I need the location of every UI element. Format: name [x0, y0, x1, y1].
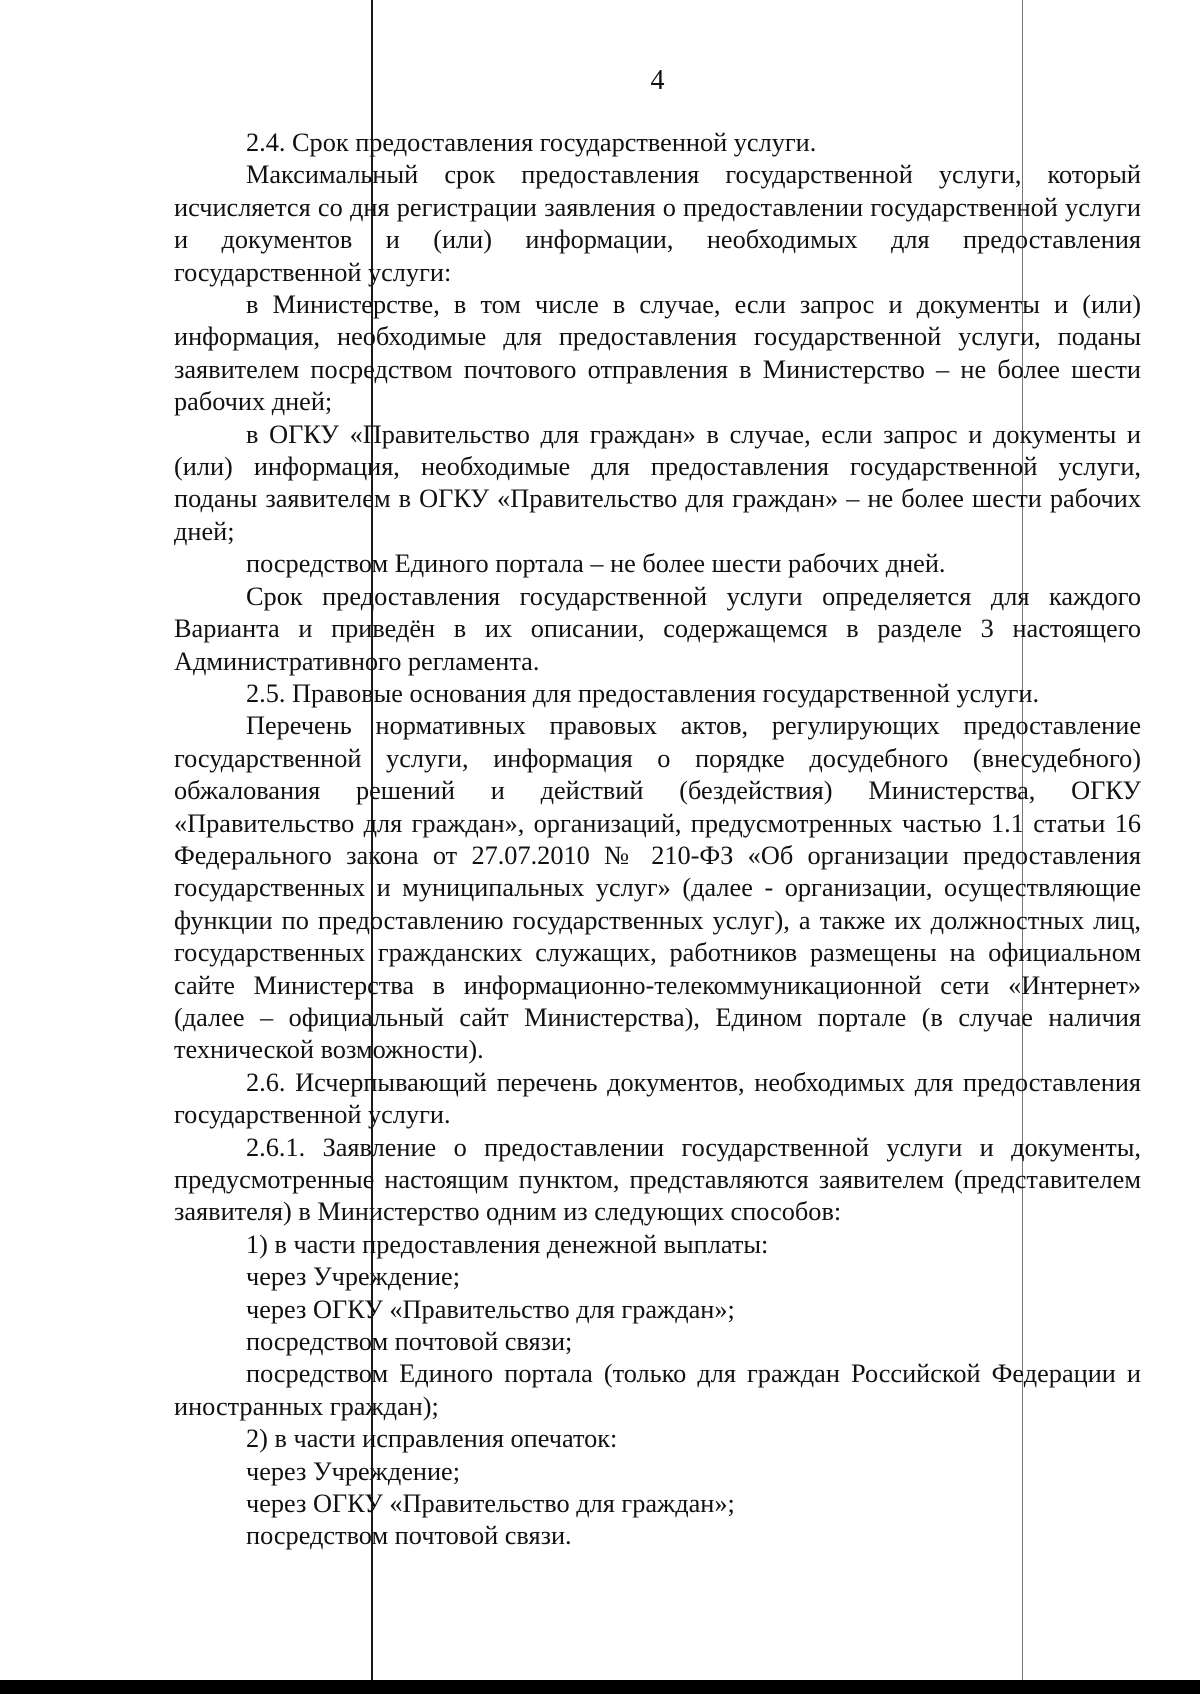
- list-item: посредством почтовой связи.: [246, 1521, 572, 1551]
- scan-bottom-border: [0, 1680, 1200, 1694]
- paragraph: в ОГКУ «Правительство для граждан» в случае, если запрос и документы и (или) информация, необходимые для предоставления государственной услуги, поданы заявителем в ОГКУ «Правительство для граждан» – не более шести рабочих дней;: [174, 419, 1141, 546]
- list-item: через Учреждение;: [246, 1456, 461, 1486]
- paragraph: 2.6.1. Заявление о предоставлении государственной услуги и документы, предусмотренные настоящим пунктом, представляются заявителем (представителем заявителя) в Министерство одним из следующих способов:: [174, 1132, 1141, 1227]
- list-item: через ОГКУ «Правительство для граждан»;: [246, 1294, 735, 1324]
- list-item: через Учреждение;: [246, 1262, 461, 1292]
- paragraph: 2.4. Срок предоставления государственной услуги.: [246, 128, 817, 157]
- list-item: через ОГКУ «Правительство для граждан»;: [246, 1489, 735, 1519]
- list-item: 2) в части исправления опечаток:: [246, 1424, 618, 1454]
- list-item: посредством Единого портала (только для граждан Российской Федерации и иностранных граждан);: [174, 1359, 1141, 1421]
- paragraph: в Министерстве, в том числе в случае, если запрос и документы и (или) информация, необходимые для предоставления государственной услуги, поданы заявителем посредством почтового отправления в Министерство – не более шести рабочих дней;: [174, 290, 1141, 417]
- list-item: 1) в части предоставления денежной выплаты:: [246, 1229, 769, 1259]
- list-item: посредством почтовой связи;: [246, 1327, 573, 1357]
- document-body: [174, 127, 1141, 1553]
- paragraph: Максимальный срок предоставления государственной услуги, который исчисляется со дня регистрации заявления о предоставлении государственной услуги и документов и (или) информации, необходимых для предоставления государственной услуги:: [174, 160, 1141, 287]
- paragraph: 2.6. Исчерпывающий перечень документов, необходимых для предоставления государственной услуги.: [174, 1067, 1141, 1130]
- paragraph: Перечень нормативных правовых актов, регулирующих предоставление государственной услуги, информация о порядке досудебного (внесудебного) обжалования решений и действий (бездействия) Министерства, ОГКУ «Правительство для граждан», организаций, предусмотренных частью 1.1 статьи 16 Федерального закона от 27.07.2010 № 210-ФЗ «Об организации предоставления государственных и муниципальных услуг» (далее - организации, осуществляющие функции по предоставлению государственных услуг), а также их должностных лиц, государственных гражданских служащих, работников размещены на официальном сайте Министерства в информационно-телекоммуникационной сети «Интернет» (далее – официальный сайт Министерства), Едином портале (в случае наличия технической возможности).: [174, 711, 1141, 1065]
- paragraph: посредством Единого портала – не более шести рабочих дней.: [246, 549, 946, 579]
- paragraph: Срок предоставления государственной услуги определяется для каждого Варианта и приведён в их описании, содержащемся в разделе 3 настоящего Административного регламента.: [174, 581, 1141, 676]
- page-number: 4: [650, 65, 665, 96]
- paragraph: 2.5. Правовые основания для предоставления государственной услуги.: [246, 678, 1040, 708]
